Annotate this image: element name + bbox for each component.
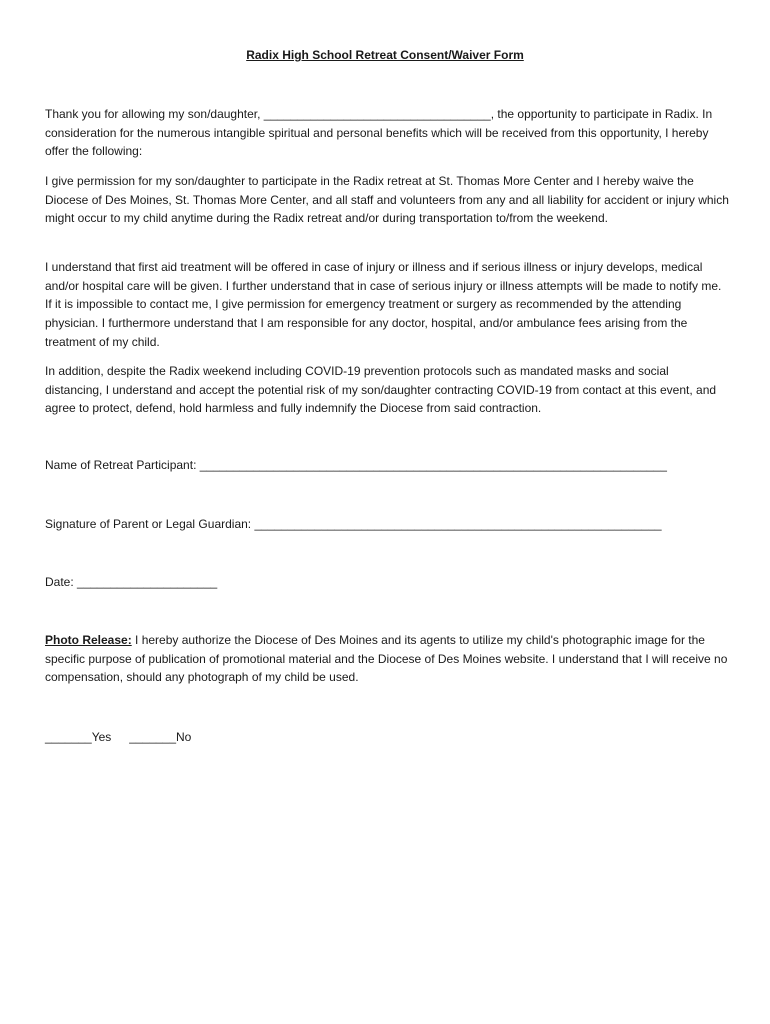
- guardian-signature-label: Signature of Parent or Legal Guardian:: [45, 517, 255, 531]
- date-blank[interactable]: _____________________: [77, 575, 218, 589]
- guardian-signature-field: [45, 515, 662, 533]
- intro-text-after: , the opportunity to participate in Radix. In consideration for the numerous intangible spiritual and personal benefits which will be received from this opportunity, I hereby offer the following:: [45, 107, 713, 159]
- yes-blank[interactable]: _______: [45, 730, 92, 744]
- participant-name-label: Name of Retreat Participant:: [45, 458, 200, 472]
- photo-release-label: Photo Release:: [45, 633, 132, 647]
- no-blank[interactable]: _______: [129, 730, 177, 744]
- guardian-signature-blank[interactable]: _____________________________________________________________: [254, 517, 662, 531]
- photo-release-text: I hereby authorize the Diocese of Des Moines and its agents to utilize my child's photographic image for the specific purpose of publication of promotional material and the Diocese of Des Moines website. I understand that I will receive no compensation, should any photograph of my child be used.: [45, 633, 728, 685]
- photo-consent-choice: [45, 728, 191, 746]
- yes-label: Yes: [91, 730, 112, 744]
- covid-paragraph: In addition, despite the Radix weekend including COVID-19 prevention protocols such as mandated masks and social distancing, I understand and accept the potential risk of my son/daughter contracting COVID-19 from contact at this event, and agree to protect, defend, hold harmless and fully indemnify the Diocese from said contraction.: [45, 364, 717, 416]
- participant-name-field: [45, 456, 667, 474]
- no-label: No: [176, 730, 192, 744]
- intro-text-before: Thank you for allowing my son/daughter,: [45, 107, 264, 121]
- date-label: Date:: [45, 575, 78, 589]
- first-aid-paragraph: I understand that first aid treatment will be offered in case of injury or illness and if serious illness or injury develops, medical and/or hospital care will be given. I further understand that in case of serious injury or illness attempts will be made to notify me. If it is impossible to contact me, I give permission for emergency treatment or surgery as recommended by the attending physician. I furthermore understand that I am responsible for any doctor, hospital, and/or ambulance fees arising from the treatment of my child.: [45, 260, 722, 349]
- participant-name-blank[interactable]: ______________________________________________________________________: [199, 458, 667, 472]
- photo-release-paragraph: [45, 631, 729, 687]
- form-title: Radix High School Retreat Consent/Waiver Form: [246, 48, 524, 62]
- child-name-blank[interactable]: __________________________________: [263, 107, 491, 121]
- permission-paragraph: I give permission for my son/daughter to participate in the Radix retreat at St. Thomas More Center and I hereby waive the Diocese of Des Moines, St. Thomas More Center, and all staff and volunteers from any and all liability for accident or injury which might occur to my child anytime during the Radix retreat and/or during transportation to/from the weekend.: [45, 174, 729, 226]
- intro-paragraph: [45, 105, 729, 161]
- date-field: [45, 573, 217, 591]
